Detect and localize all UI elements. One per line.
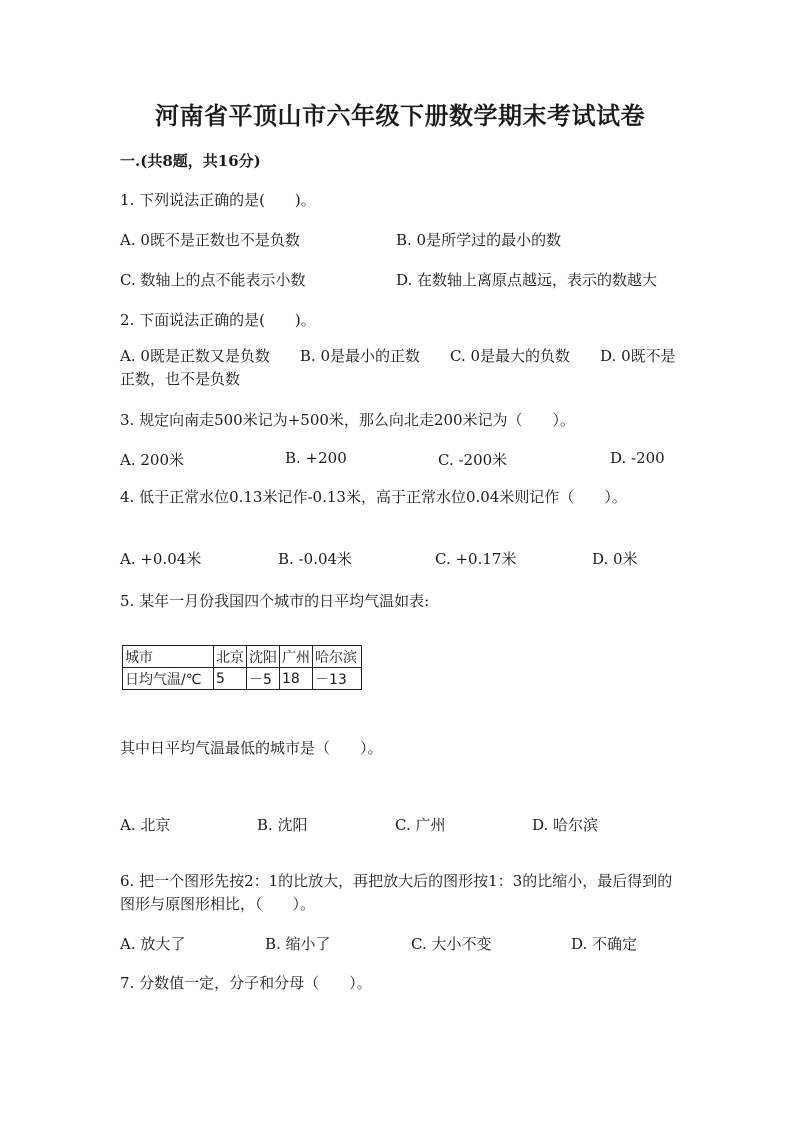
q6-option-c: C. 大小不变 [411, 935, 492, 953]
q5-followup: 其中日平均气温最低的城市是（ ）。 [120, 739, 383, 757]
q1-option-c: C. 数轴上的点不能表示小数 [120, 271, 306, 289]
table-cell: 城市 [123, 646, 214, 668]
question-7: 7. 分数值一定，分子和分母（ ）。 [120, 974, 372, 992]
table-cell: －13 [313, 668, 362, 690]
table-cell: 5 [214, 668, 247, 690]
question-5: 5. 某年一月份我国四个城市的日平均气温如表: [120, 592, 430, 610]
question-4: 4. 低于正常水位0.13米记作-0.13米，高于正常水位0.04米则记作（ ）。 [120, 488, 627, 506]
q3-option-c: C. -200米 [438, 451, 508, 469]
q4-option-a: A. +0.04米 [120, 550, 202, 568]
table-header-row [123, 646, 362, 668]
q1-option-b: B. 0是所学过的最小的数 [396, 231, 562, 249]
question-3: 3. 规定向南走500米记为+500米，那么向北走200米记为（ ）。 [120, 411, 576, 429]
q5-option-d: D. 哈尔滨 [532, 816, 599, 834]
q6-option-b: B. 缩小了 [265, 935, 331, 953]
q4-option-b: B. -0.04米 [278, 550, 353, 568]
q5-option-c: C. 广州 [395, 816, 446, 834]
table-cell: 哈尔滨 [313, 646, 362, 668]
exam-title: 河南省平顶山市六年级下册数学期末考试试卷 [155, 101, 645, 130]
q3-option-d: D. -200 [610, 449, 665, 467]
q4-option-c: C. +0.17米 [435, 550, 517, 568]
q6-option-a: A. 放大了 [120, 935, 186, 953]
q1-option-d: D. 在数轴上离原点越远，表示的数越大 [396, 271, 658, 289]
table-cell: 沈阳 [247, 646, 280, 668]
question-1: 1. 下列说法正确的是( )。 [120, 191, 316, 209]
table-cell: 18 [280, 668, 313, 690]
q3-option-a: A. 200米 [120, 451, 184, 469]
q1-option-a: A. 0既不是正数也不是负数 [120, 231, 300, 249]
table-cell: 广州 [280, 646, 313, 668]
table-row [123, 668, 362, 690]
table-cell: 日均气温/℃ [123, 668, 214, 690]
q4-option-d: D. 0米 [592, 550, 638, 568]
q5-option-b: B. 沈阳 [257, 816, 308, 834]
q6-option-d: D. 不确定 [571, 935, 638, 953]
q5-option-a: A. 北京 [120, 816, 171, 834]
q2-options: A. 0既是正数又是负数 B. 0是最小的正数 C. 0是最大的负数 D. 0既不是正数，也不是负数 [120, 347, 676, 388]
question-2: 2. 下面说法正确的是( )。 [120, 311, 316, 329]
table-cell: －5 [247, 668, 280, 690]
temperature-table [122, 645, 362, 690]
q3-option-b: B. +200 [285, 449, 347, 467]
question-6: 6. 把一个图形先按2：1的比放大，再把放大后的图形按1：3的比缩小，最后得到的图形与原图形相比，（ ）。 [120, 872, 673, 913]
table-cell: 北京 [214, 646, 247, 668]
section-header: 一.(共8题，共16分) [120, 152, 261, 170]
